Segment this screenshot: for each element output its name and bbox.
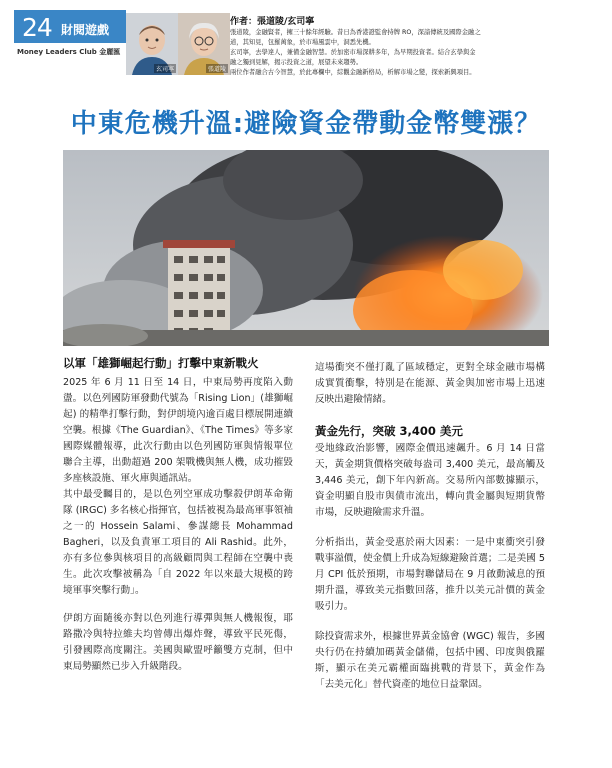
- section-name: 財閱遊戲: [61, 23, 110, 37]
- explosion-photo-image: [63, 150, 549, 346]
- left-column: [63, 356, 293, 675]
- explosion-photo: [63, 150, 549, 346]
- right-heading: 黃金先行，突破 3,400 美元: [315, 424, 463, 438]
- right-column: [315, 360, 545, 693]
- right-paragraph-0: 這場衝突不僅打亂了區域穩定，更對全球金融市場構成實質衝擊，特別是在能源、黃金與加密市場上迅速反映出避險情緒。: [315, 362, 545, 405]
- right-paragraph-1: 受地緣政治影響，國際金價迅速飆升。6 月 14 日當天，黃金期貨價格突破每盎司 3,400 美元，最高觸及 3,446 美元，創下年內新高。交易所內部數據顯示，資金明顯自股市與債市流出，轉向貴金屬與短期貨幣市場，反映避險需求升溫。: [315, 443, 545, 518]
- avatar-left: [126, 13, 178, 75]
- bio-line: 兩位作者融合古今智慧，於此專欄中，綜觀金融新格局，析解市場之變，探索新興項目。: [230, 69, 476, 76]
- page-number: 24: [22, 13, 52, 42]
- bio-line: 道，其知見，包羅萬象，於市場風雲中，洞悉先機。: [230, 39, 375, 46]
- headline: 中東危機升溫:避險資金帶動金幣雙漲？: [70, 109, 542, 139]
- avatar-right-label: 張道陵: [207, 66, 226, 73]
- bio-line: 張道陵，金融賢者，擁三十餘年經驗。昔日為香港證監會持牌 RO，深諳傳統及國際金融之: [230, 29, 481, 36]
- left-paragraph-1: 2025 年 6 月 11 日至 14 日，中東局勢再度陷入動盪。以色列國防軍發動代號為「Rising Lion」(雄獅崛起) 的精準打擊行動，對伊朗境內逾百處目標展開連續空襲。根據《The Guardian》、《The Times》等多家國際媒體報導，此次行動由以色列國防軍與情報單位聯合主導，出動超過 200 架戰機與無人機，成功摧毀多座核設施、軍火庫與通訊站。: [63, 377, 293, 484]
- bio-line: 融之獨到見解，揭示投資之道，展望未來趨勢。: [230, 59, 363, 66]
- left-heading: 以軍「雄獅崛起行動」打擊中東新戰火: [63, 356, 259, 370]
- authors-line: 作者：張道陵/玄司寧: [230, 17, 315, 27]
- avatar-right: [178, 13, 230, 75]
- left-paragraph-3: 伊朗方面隨後亦對以色列進行導彈與無人機報復，耶路撒冷與特拉維夫均曾傳出爆炸聲，導致平民死傷，引發國際高度關注。美國與歐盟呼籲雙方克制，但中東局勢顯然已步入升級階段。: [63, 613, 293, 672]
- right-paragraph-2: 分析指出，黃金受惠於兩大因素：一是中東衝突引發戰事溢價，使金價上升成為短線避險首選；二是美國 5 月 CPI 低於預期，市場對聯儲局在 9 月啟動減息的預期升溫，導致美元指數回落，推升以美元計價的黃金吸引力。: [315, 537, 545, 612]
- author-bio: [230, 28, 600, 78]
- club-name: Money Leaders Club 金麗匯: [17, 48, 121, 56]
- avatar-left-label: 玄司寧: [155, 66, 174, 73]
- right-paragraph-3: 除投資需求外，根據世界黃金協會 (WGC) 報告，多國央行仍在持續加碼黃金儲備，包括中國、印度與俄羅斯，顯示在美元霸權面臨挑戰的背景下，黃金作為「去美元化」替代資產的地位日益鞏固。: [315, 631, 545, 690]
- bio-line: 玄司寧，去學達人，兼備金融智慧。於加密市場深耕多年，為早期投資者。結合玄學與金: [230, 49, 476, 56]
- left-paragraph-2: 其中最受矚目的，是以色列空軍成功擊殺伊朗革命衛隊 (IRGC) 多名核心指揮官，包括被視為最高軍事領袖之一的 Hossein Salami、參謀總長 Mohammad Bagheri，以及負責軍工項目的 Ali Rashid。此外，亦有多位參與核項目的高級顧問與工程師在空襲中喪生。此次攻擊被稱為「自 2022 年以來最大規模的跨境軍事突擊行動」。: [63, 489, 293, 596]
